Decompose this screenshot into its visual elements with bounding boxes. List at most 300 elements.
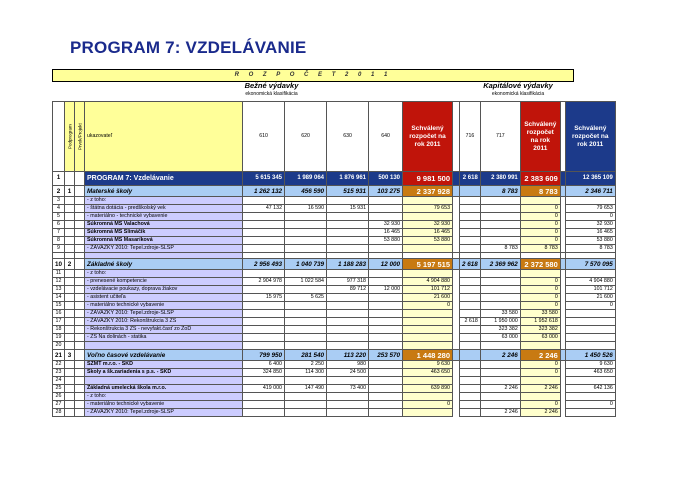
cell-v630: [327, 326, 369, 334]
cell-tot: [565, 270, 615, 278]
cell-v640: [369, 377, 403, 385]
cell-pp: [65, 326, 75, 334]
cell-pv: [75, 229, 85, 237]
cell-v620: [285, 393, 327, 401]
cell-v610: [243, 270, 285, 278]
cell-sb: 4 904 880: [403, 278, 453, 286]
cell-label: - z toho:: [85, 270, 243, 278]
cell-pv: [75, 342, 85, 350]
cell-v716: [460, 245, 481, 253]
cell-v717: [480, 369, 520, 377]
cell-v716: [460, 205, 481, 213]
cell-v716: [460, 361, 481, 369]
cell-v610: 799 950: [243, 350, 285, 361]
cell-v620: 456 590: [285, 186, 327, 197]
header-schvaleny-kapitalove: Schválený rozpočet na rok 2011: [520, 102, 560, 172]
cell-pp: [65, 278, 75, 286]
cell-v717: [480, 302, 520, 310]
cell-sb: [403, 318, 453, 326]
cell-no: 10: [53, 259, 65, 270]
cell-v717: [480, 401, 520, 409]
cell-sb: 9 981 500: [403, 172, 453, 186]
cell-tot: [565, 310, 615, 318]
cell-sb: 9 630: [403, 361, 453, 369]
cell-pp: [65, 213, 75, 221]
cell-pv: [75, 409, 85, 417]
cell-v717: [480, 270, 520, 278]
cell-label: Voľno časové vzdelávanie: [85, 350, 243, 361]
cell-pp: [65, 205, 75, 213]
cell-v620: 5 625: [285, 294, 327, 302]
cell-pp: [65, 294, 75, 302]
cell-v640: [369, 342, 403, 350]
cell-sk: 0: [520, 294, 560, 302]
cell-v630: [327, 213, 369, 221]
table-row: [53, 342, 616, 350]
cell-v620: [285, 229, 327, 237]
cell-label: - materiálno technické vybavenie: [85, 302, 243, 310]
cell-pv: [75, 393, 85, 401]
section-row: [53, 186, 616, 197]
cell-v610: [243, 213, 285, 221]
cell-tot: 12 365 109: [565, 172, 615, 186]
cell-v716: [460, 310, 481, 318]
cell-no: 28: [53, 409, 65, 417]
cell-sb: 0: [403, 302, 453, 310]
cell-pv: [75, 172, 85, 186]
cell-label: - Rekonštrukcia 3 ZŠ - nevyfakt.časť zo ZoD: [85, 326, 243, 334]
cell-v620: [285, 213, 327, 221]
cell-no: 1: [53, 172, 65, 186]
cell-sb: [403, 409, 453, 417]
cell-v717: 323 382: [480, 326, 520, 334]
cell-gap: [453, 310, 460, 318]
cell-v717: 2 246: [480, 409, 520, 417]
cell-v610: [243, 237, 285, 245]
cell-label: Základné školy: [85, 259, 243, 270]
cell-gap: [453, 186, 460, 197]
cell-v717: [480, 361, 520, 369]
cell-v620: [285, 318, 327, 326]
cell-v716: [460, 237, 481, 245]
cell-v630: [327, 221, 369, 229]
cell-v716: [460, 326, 481, 334]
cell-v620: 1 040 739: [285, 259, 327, 270]
cell-v640: [369, 213, 403, 221]
cell-no: 14: [53, 294, 65, 302]
cell-v610: 419 000: [243, 385, 285, 393]
table-row: [53, 385, 616, 393]
cell-v717: [480, 205, 520, 213]
table-row: [53, 334, 616, 342]
cell-v716: [460, 229, 481, 237]
group-bezne: Bežné výdavky: [244, 81, 299, 90]
cell-pv: [75, 310, 85, 318]
cell-sk: 0: [520, 213, 560, 221]
cell-label: - prenesené kompetencie: [85, 278, 243, 286]
cell-sk: 33 580: [520, 310, 560, 318]
cell-v630: 89 712: [327, 286, 369, 294]
cell-v620: [285, 245, 327, 253]
cell-v640: [369, 302, 403, 310]
cell-v610: 1 262 132: [243, 186, 285, 197]
cell-pp: [65, 393, 75, 401]
cell-v610: [243, 229, 285, 237]
cell-sk: 8 783: [520, 245, 560, 253]
cell-sk: 0: [520, 286, 560, 294]
cell-v716: [460, 213, 481, 221]
cell-v640: 253 570: [369, 350, 403, 361]
cell-v640: 32 930: [369, 221, 403, 229]
table-row: [53, 286, 616, 294]
cell-tot: 0: [565, 401, 615, 409]
cell-label: Súkromná MŠ Masaríková: [85, 237, 243, 245]
cell-gap: [453, 318, 460, 326]
cell-v717: 63 000: [480, 334, 520, 342]
cell-v630: 515 931: [327, 186, 369, 197]
cell-tot: 642 136: [565, 385, 615, 393]
cell-label: [85, 342, 243, 350]
cell-label: PROGRAM 7: Vzdelávanie: [85, 172, 243, 186]
cell-label: Školy a šk.zariadenia s p.s. - ŠKD: [85, 369, 243, 377]
cell-pp: [65, 270, 75, 278]
table-row: [53, 302, 616, 310]
cell-no: 16: [53, 310, 65, 318]
cell-sk: 0: [520, 369, 560, 377]
cell-v717: [480, 221, 520, 229]
cell-v630: 980: [327, 361, 369, 369]
cell-gap: [453, 334, 460, 342]
cell-v630: 73 400: [327, 385, 369, 393]
cell-v717: [480, 229, 520, 237]
cell-tot: 9 630: [565, 361, 615, 369]
cell-gap: [453, 213, 460, 221]
cell-pv: [75, 205, 85, 213]
cell-v717: 33 580: [480, 310, 520, 318]
cell-label: ŠZMT m.r.o. - ŠKD: [85, 361, 243, 369]
cell-sk: 8 783: [520, 186, 560, 197]
cell-v610: [243, 326, 285, 334]
cell-v610: [243, 286, 285, 294]
cell-label: - ZÁVAZKY 2010: Tepel.zdroje-SLSP: [85, 245, 243, 253]
group-kapitalove: Kapitálové výdavky: [483, 81, 553, 90]
cell-pp: [65, 245, 75, 253]
table-row: [53, 270, 616, 278]
table-row: [53, 361, 616, 369]
cell-tot: [565, 197, 615, 205]
cell-no: 22: [53, 361, 65, 369]
cell-v630: [327, 270, 369, 278]
cell-sk: 0: [520, 205, 560, 213]
cell-v610: 2 956 493: [243, 259, 285, 270]
cell-tot: 8 783: [565, 245, 615, 253]
cell-v630: 24 500: [327, 369, 369, 377]
cell-v640: [369, 326, 403, 334]
cell-sk: 0: [520, 237, 560, 245]
cell-sb: 639 890: [403, 385, 453, 393]
cell-v640: [369, 205, 403, 213]
cell-pv: [75, 302, 85, 310]
cell-v717: 2 246: [480, 350, 520, 361]
cell-pv: [75, 294, 85, 302]
cell-v610: 47 132: [243, 205, 285, 213]
header-schvaleny-bezne: Schválený rozpočet na rok 2011: [403, 102, 453, 172]
cell-tot: 32 930: [565, 221, 615, 229]
cell-pp: [65, 369, 75, 377]
cell-no: 11: [53, 270, 65, 278]
cell-sb: 463 650: [403, 369, 453, 377]
cell-v640: 103 275: [369, 186, 403, 197]
cell-v620: 1 022 584: [285, 278, 327, 286]
cell-v610: [243, 245, 285, 253]
cell-sk: [520, 377, 560, 385]
cell-sb: 0: [403, 401, 453, 409]
cell-sk: 0: [520, 361, 560, 369]
cell-v640: [369, 401, 403, 409]
cell-v620: 114 300: [285, 369, 327, 377]
cell-no: 24: [53, 377, 65, 385]
cell-no: 13: [53, 286, 65, 294]
cell-v716: [460, 302, 481, 310]
cell-no: 26: [53, 393, 65, 401]
cell-tot: 79 653: [565, 205, 615, 213]
cell-label: - materiálno technické vybavenie: [85, 401, 243, 409]
cell-gap: [453, 342, 460, 350]
cell-sk: 0: [520, 229, 560, 237]
cell-pv: [75, 278, 85, 286]
cell-gap: [453, 361, 460, 369]
cell-pp: [65, 197, 75, 205]
cell-v610: [243, 197, 285, 205]
cell-tot: [565, 326, 615, 334]
cell-pv: [75, 350, 85, 361]
cell-gap: [453, 350, 460, 361]
header-716: 716: [460, 102, 481, 172]
cell-v716: [460, 401, 481, 409]
cell-v610: [243, 221, 285, 229]
cell-pp: [65, 409, 75, 417]
cell-label: - materiálno - technické vybavenie: [85, 213, 243, 221]
cell-pp: 3: [65, 350, 75, 361]
cell-v610: [243, 409, 285, 417]
cell-pv: [75, 237, 85, 245]
cell-v716: 2 618: [460, 172, 481, 186]
budget-sheet: [52, 69, 628, 415]
cell-label: Súkromná MŠ Valachová: [85, 221, 243, 229]
cell-v716: [460, 385, 481, 393]
cell-v630: [327, 197, 369, 205]
cell-no: 12: [53, 278, 65, 286]
cell-v620: [285, 334, 327, 342]
cell-pp: [65, 318, 75, 326]
cell-v640: 12 000: [369, 259, 403, 270]
cell-no: 23: [53, 369, 65, 377]
cell-label: Základná umelecká škola m.r.o.: [85, 385, 243, 393]
cell-sb: [403, 270, 453, 278]
cell-v640: [369, 245, 403, 253]
cell-sb: [403, 197, 453, 205]
cell-pv: [75, 221, 85, 229]
header-717: 717: [480, 102, 520, 172]
cell-v620: [285, 270, 327, 278]
cell-no: 7: [53, 229, 65, 237]
header-640: 640: [369, 102, 403, 172]
table-row: [53, 294, 616, 302]
cell-v640: [369, 318, 403, 326]
cell-pp: [65, 377, 75, 385]
cell-pv: [75, 361, 85, 369]
cell-gap: [453, 302, 460, 310]
cell-v620: [285, 197, 327, 205]
cell-v640: 16 465: [369, 229, 403, 237]
cell-v620: [285, 310, 327, 318]
cell-v630: 113 220: [327, 350, 369, 361]
cell-v620: 1 989 064: [285, 172, 327, 186]
cell-label: - štátna dotácia - predškolský vek: [85, 205, 243, 213]
cell-tot: [565, 334, 615, 342]
cell-v717: [480, 377, 520, 385]
cell-sb: [403, 310, 453, 318]
cell-v630: [327, 245, 369, 253]
cell-v630: [327, 229, 369, 237]
cell-v620: [285, 377, 327, 385]
cell-tot: [565, 318, 615, 326]
budget-banner: R O Z P O Č E T 2 0 1 1: [52, 69, 574, 82]
cell-no: 20: [53, 342, 65, 350]
cell-sk: [520, 342, 560, 350]
cell-pv: [75, 245, 85, 253]
cell-pv: [75, 259, 85, 270]
cell-sb: [403, 393, 453, 401]
cell-gap: [453, 401, 460, 409]
cell-sb: 2 337 928: [403, 186, 453, 197]
cell-v620: [285, 302, 327, 310]
cell-v620: [285, 286, 327, 294]
cell-v630: [327, 310, 369, 318]
cell-pv: [75, 197, 85, 205]
cell-v620: [285, 342, 327, 350]
table-row: [53, 326, 616, 334]
cell-tot: 53 880: [565, 237, 615, 245]
cell-label: Materské školy: [85, 186, 243, 197]
cell-gap: [453, 197, 460, 205]
cell-pp: [65, 302, 75, 310]
cell-tot: 463 650: [565, 369, 615, 377]
cell-sb: [403, 377, 453, 385]
cell-label: - ZŠ Na dolinách - statika: [85, 334, 243, 342]
cell-gap: [453, 245, 460, 253]
section-row: [53, 259, 616, 270]
cell-v717: 2 246: [480, 385, 520, 393]
cell-pv: [75, 326, 85, 334]
cell-pv: [75, 401, 85, 409]
page-title: PROGRAM 7: VZDELÁVANIE: [70, 38, 307, 57]
cell-pp: [65, 229, 75, 237]
cell-v610: [243, 393, 285, 401]
cell-sk: 2 383 609: [520, 172, 560, 186]
cell-v716: [460, 350, 481, 361]
cell-v640: [369, 409, 403, 417]
table-row: [53, 318, 616, 326]
cell-v717: [480, 286, 520, 294]
program-row: [53, 172, 616, 186]
cell-tot: 101 712: [565, 286, 615, 294]
cell-sb: 53 880: [403, 237, 453, 245]
cell-no: 4: [53, 205, 65, 213]
cell-sk: 0: [520, 401, 560, 409]
cell-sb: 21 600: [403, 294, 453, 302]
cell-gap: [453, 409, 460, 417]
cell-tot: 21 600: [565, 294, 615, 302]
cell-label: - ZÁVAZKY 2010: Rekonštrukcia 3 ZŠ: [85, 318, 243, 326]
cell-v610: [243, 342, 285, 350]
cell-no: 3: [53, 197, 65, 205]
cell-v716: [460, 270, 481, 278]
cell-label: - ZÁVAZKY 2010: Tepel.zdroje-SLSP: [85, 409, 243, 417]
table-row: [53, 401, 616, 409]
cell-pv: [75, 369, 85, 377]
section-row: [53, 350, 616, 361]
cell-no: 5: [53, 213, 65, 221]
cell-v716: [460, 409, 481, 417]
cell-sk: 2 246: [520, 350, 560, 361]
cell-sk: 323 382: [520, 326, 560, 334]
cell-sb: 1 448 280: [403, 350, 453, 361]
cell-v630: [327, 334, 369, 342]
cell-v630: [327, 377, 369, 385]
cell-pp: [65, 342, 75, 350]
cell-sk: 1 952 618: [520, 318, 560, 326]
table-row: [53, 393, 616, 401]
table-row: [53, 205, 616, 213]
table-row: [53, 237, 616, 245]
cell-v630: [327, 393, 369, 401]
cell-sk: 63 000: [520, 334, 560, 342]
cell-v717: 2 380 991: [480, 172, 520, 186]
cell-v620: 147 490: [285, 385, 327, 393]
cell-pp: [65, 385, 75, 393]
cell-gap: [453, 259, 460, 270]
cell-pp: 2: [65, 259, 75, 270]
cell-v717: 8 783: [480, 245, 520, 253]
cell-v610: [243, 401, 285, 409]
cell-v717: [480, 237, 520, 245]
cell-gap: [453, 270, 460, 278]
header-ukazovatel: ukazovateľ: [85, 102, 243, 172]
cell-gap: [453, 221, 460, 229]
cell-pp: [65, 221, 75, 229]
cell-pp: [65, 361, 75, 369]
cell-v716: [460, 369, 481, 377]
cell-gap: [453, 385, 460, 393]
cell-pv: [75, 377, 85, 385]
cell-sk: 2 246: [520, 409, 560, 417]
cell-v716: 2 618: [460, 259, 481, 270]
cell-v640: 12 000: [369, 286, 403, 294]
header-row: [53, 102, 616, 172]
cell-pv: [75, 286, 85, 294]
cell-gap: [453, 393, 460, 401]
cell-v716: [460, 342, 481, 350]
cell-v717: [480, 278, 520, 286]
cell-v630: [327, 294, 369, 302]
sub-kapitalove: ekonomická klasifikácia: [491, 91, 545, 97]
header-620: 620: [285, 102, 327, 172]
cell-no: 21: [53, 350, 65, 361]
cell-pp: [65, 237, 75, 245]
cell-sb: 79 653: [403, 205, 453, 213]
cell-v610: [243, 302, 285, 310]
